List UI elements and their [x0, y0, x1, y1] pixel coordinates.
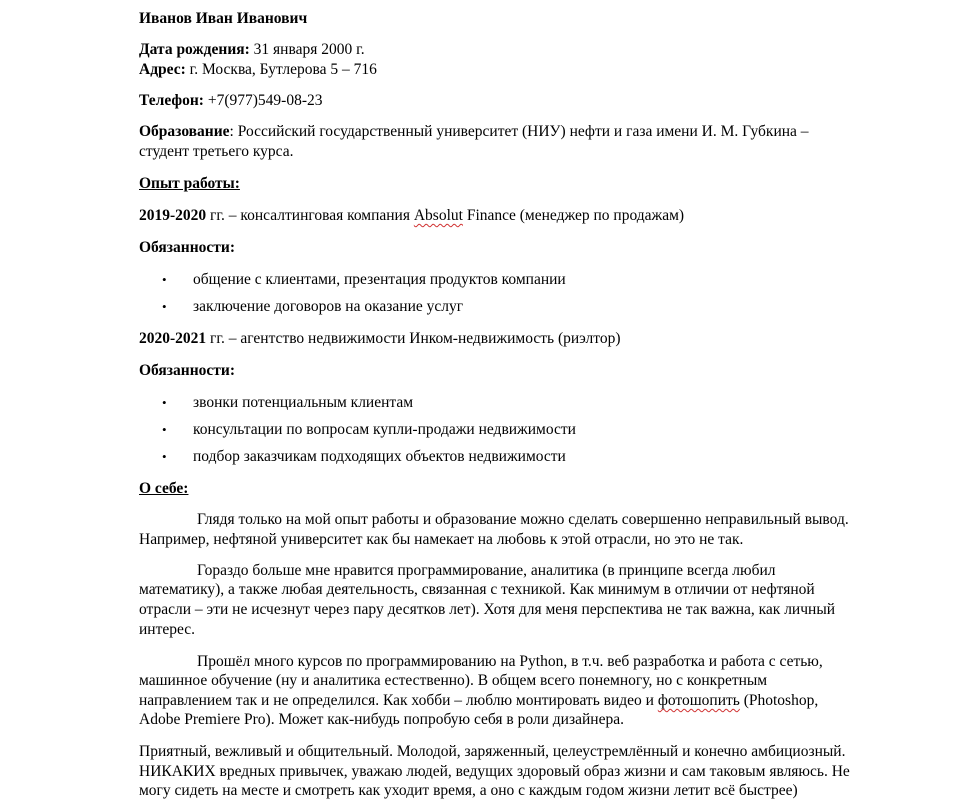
education-label: Образование: [139, 123, 230, 140]
experience-heading: Опыт работы:: [139, 175, 240, 192]
list-item: заключение договоров на оказание услуг: [193, 298, 464, 315]
bullet-icon: •: [162, 422, 167, 437]
about-p4-line: НИКАКИХ вредных привычек, уважаю людей, ведущих здоровый образ жизни и сам таковым являюсь. Не: [139, 763, 850, 780]
job-2-line: 2020-2021 гг. – агентство недвижимости Инком-недвижимость (риэлтор): [139, 330, 621, 347]
address-label: Адрес:: [139, 61, 186, 78]
about-p3-line: направлением так и не определился. Как хобби – люблю монтировать видео и фотошопить (Photoshop,: [139, 692, 819, 709]
phone-value: +7(977)549-08-23: [203, 92, 323, 109]
job-1-duties-label: Обязанности:: [139, 239, 235, 256]
about-p1-line: Глядя только на мой опыт работы и образование можно сделать совершенно неправильный вывод.: [197, 511, 849, 528]
spellcheck-flagged-word: Absolut: [413, 207, 463, 224]
about-p3-line: Прошёл много курсов по программированию на Python, в т.ч. веб разработка и работа с сетью,: [197, 653, 823, 670]
list-item: звонки потенциальным клиентам: [193, 394, 414, 411]
bullet-icon: •: [162, 299, 167, 314]
about-p3-line: Adobe Premiere Pro). Может как-нибудь попробую себя в роли дизайнера.: [139, 711, 624, 728]
about-p4-line: Приятный, вежливый и общительный. Молодой, заряженный, целеустремлённый и конечно амбициозный.: [139, 743, 846, 760]
job-1-years: 2019-2020: [139, 207, 207, 224]
education-line-2: студент третьего курса.: [139, 143, 294, 160]
spellcheck-flagged-word: фотошопить: [657, 692, 740, 709]
bullet-icon: •: [162, 395, 167, 410]
phone-line: [139, 91, 322, 111]
list-item: подбор заказчикам подходящих объектов недвижимости: [193, 448, 566, 465]
about-heading: О себе:: [139, 480, 189, 497]
address-value: г. Москва, Бутлерова 5 – 716: [185, 61, 377, 78]
full-name: Иванов Иван Иванович: [139, 10, 308, 27]
phone-label: Телефон:: [139, 92, 204, 109]
job-1-line: 2019-2020 гг. – консалтинговая компания Absolut Finance (менеджер по продажам): [139, 207, 685, 224]
about-p4-line: могу сидеть на месте и смотреть как уходит время, а оно с каждым годом жизни летит всё быстрее): [139, 782, 798, 799]
about-p2-line: математику), а также любая деятельность, связанная с техникой. Как минимум в отличии от нефтяной: [139, 581, 815, 598]
birth-date-line: [139, 40, 365, 60]
job-2-duties-label: Обязанности:: [139, 362, 235, 379]
job-2-years: 2020-2021: [139, 330, 207, 347]
about-p2-line: интерес.: [139, 621, 196, 638]
address-line: [139, 60, 377, 80]
about-p2-line: отрасли – эти не исчезнут через пару десятков лет). Хотя для меня перспектива не так важна, как личный: [139, 601, 836, 618]
about-p3-line: машинное обучение (ну и аналитика естественно). В общем всего понемногу, но с конкретным: [139, 672, 768, 689]
birth-value: 31 января 2000 г.: [249, 41, 365, 58]
about-p1-line: Например, нефтяной университет как бы намекает на любовь к этой отрасли, но это не так.: [139, 531, 744, 548]
birth-label: Дата рождения:: [139, 41, 250, 58]
about-p2-line: Гораздо больше мне нравится программирование, аналитика (в принципе всегда любил: [197, 562, 776, 579]
bullet-icon: •: [162, 449, 167, 464]
education-line-1: Образование: Российский государственный университет (НИУ) нефти и газа имени И. М. Губкина –: [139, 123, 809, 140]
bullet-icon: •: [162, 272, 167, 287]
list-item: общение с клиентами, презентация продуктов компании: [193, 271, 566, 288]
list-item: консультации по вопросам купли-продажи недвижимости: [193, 421, 576, 438]
